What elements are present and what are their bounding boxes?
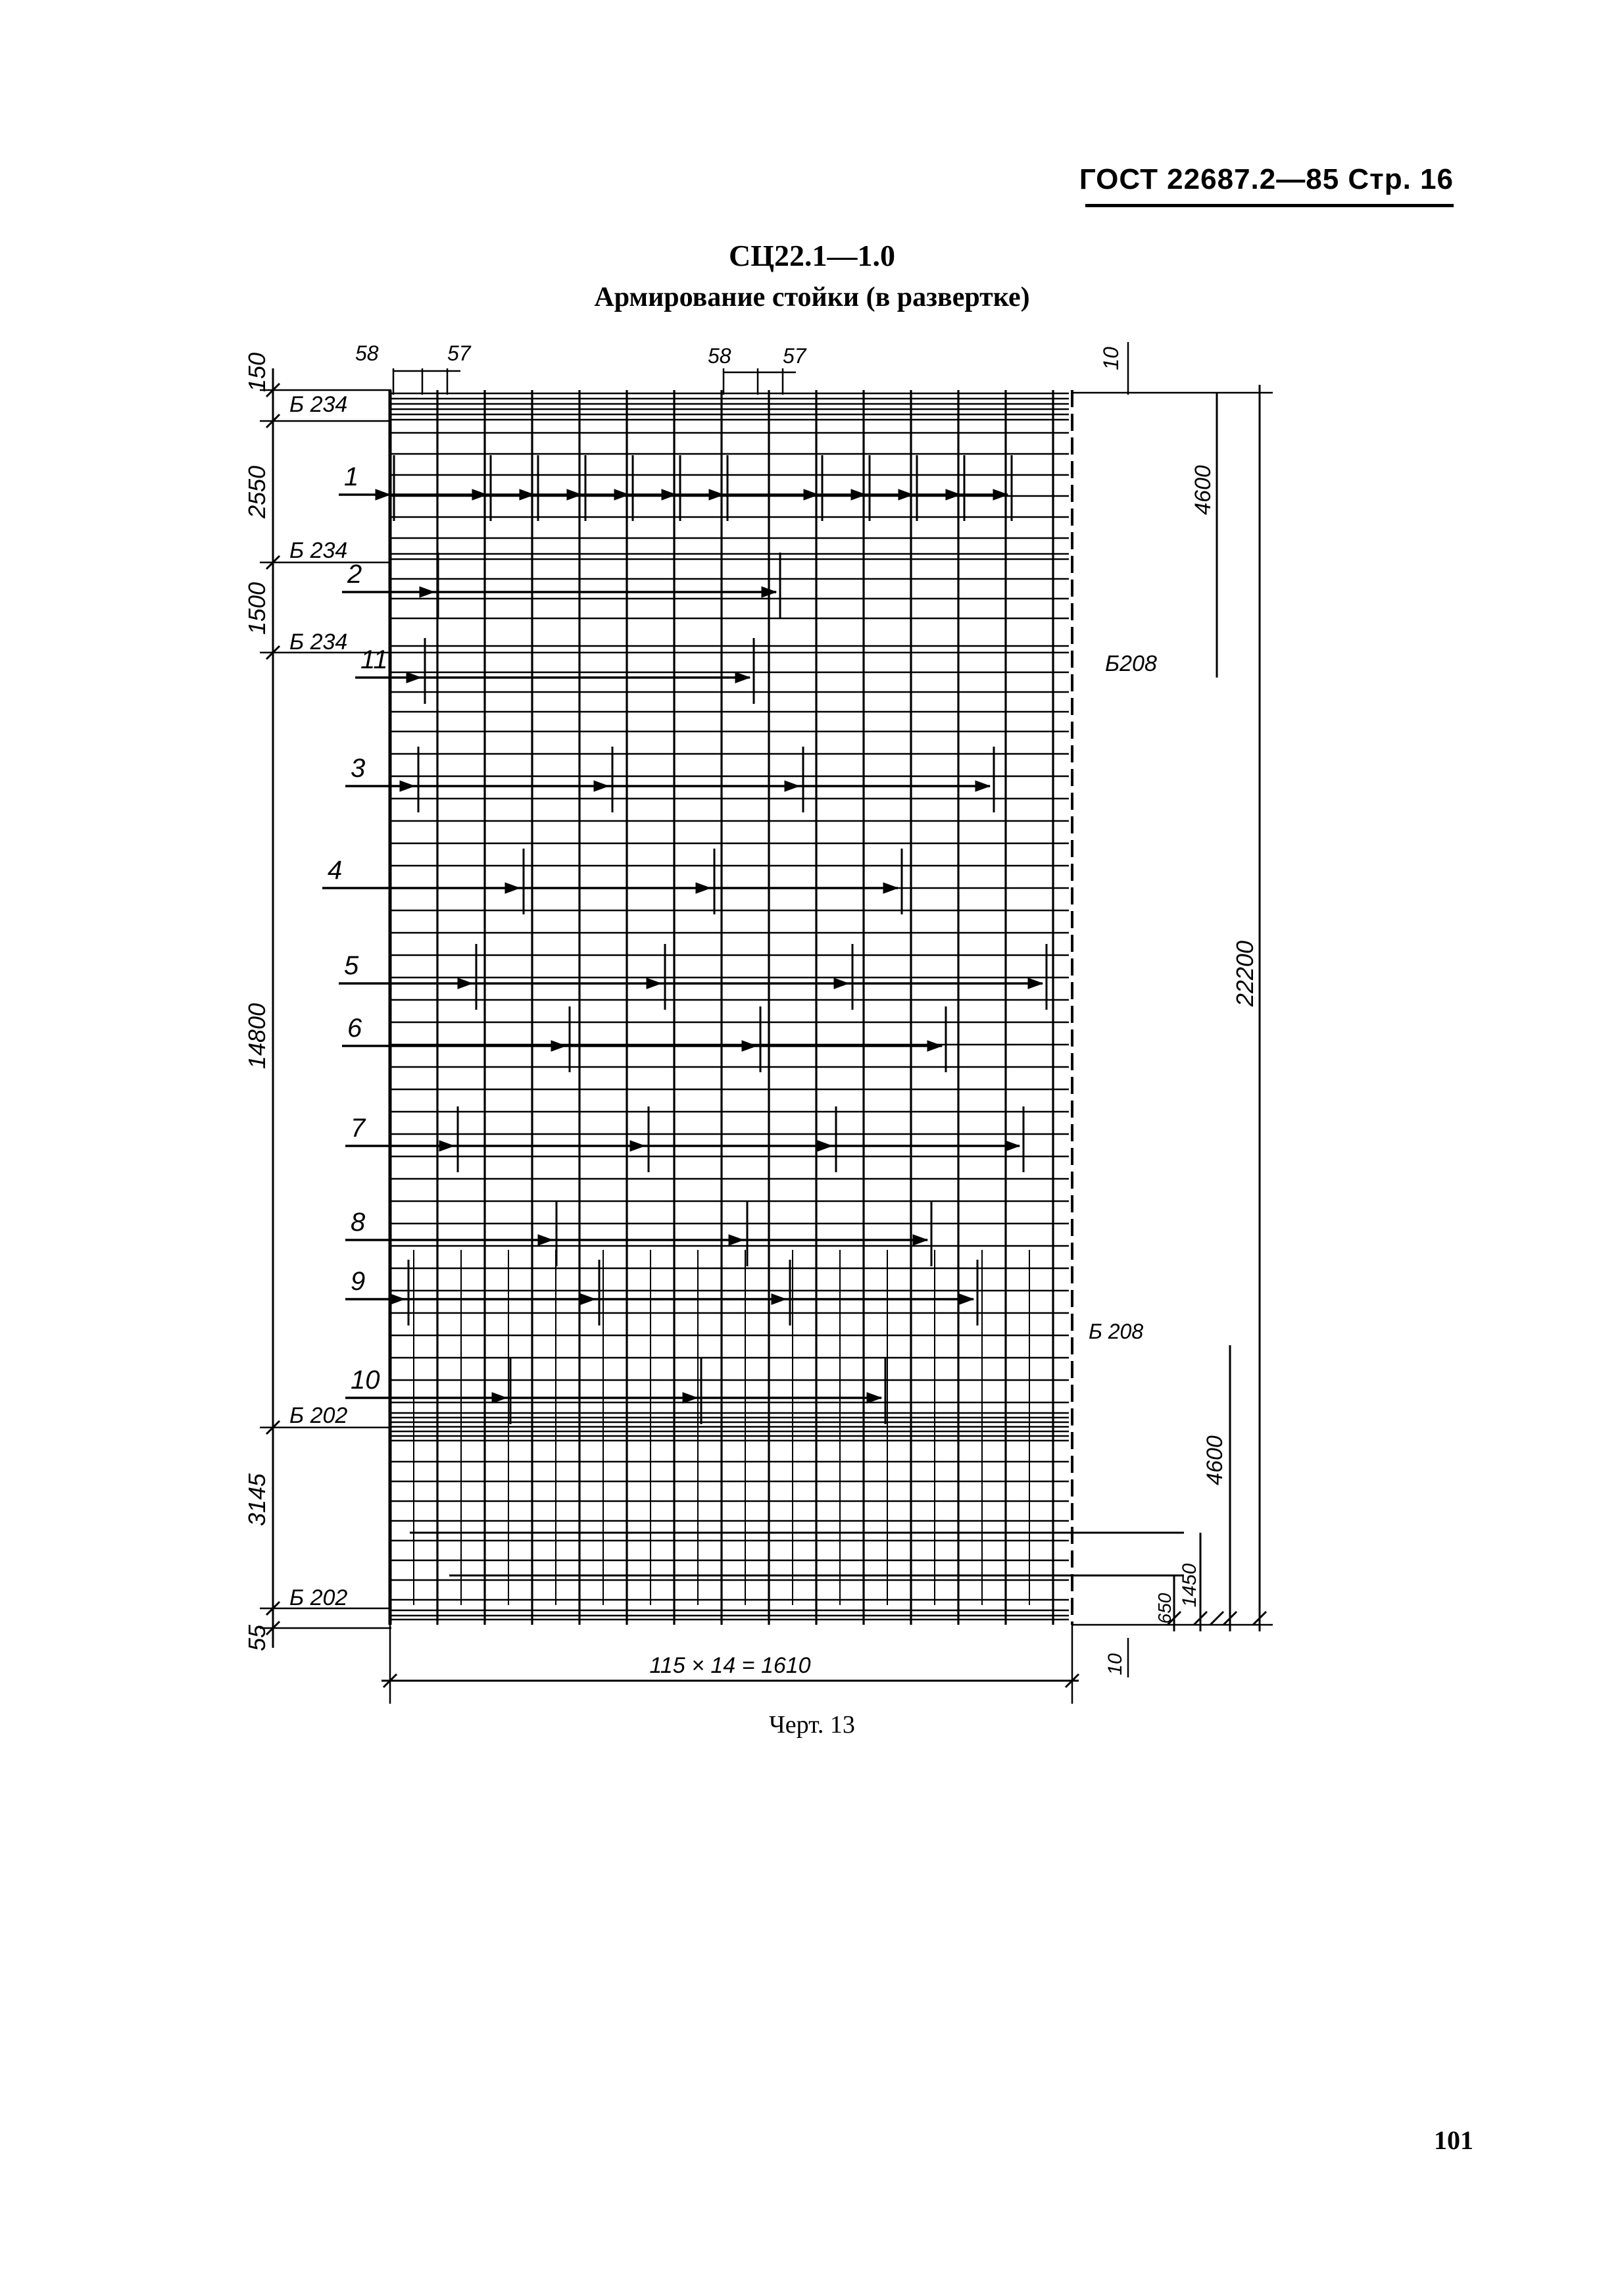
position-mark-5: 5 <box>344 951 359 980</box>
bar-label: Б 234 <box>289 630 348 655</box>
position-mark-8: 8 <box>351 1208 366 1237</box>
arrow-head <box>492 1393 506 1403</box>
position-mark-10: 10 <box>351 1366 380 1395</box>
header-text: ГОСТ 22687.2—85 Стр. 16 <box>1079 163 1454 195</box>
dimension-tick <box>1210 1612 1223 1625</box>
arrow-head <box>729 1235 743 1245</box>
position-mark-9: 9 <box>351 1267 366 1296</box>
arrow-head <box>439 1141 454 1151</box>
position-mark-4: 4 <box>328 856 343 885</box>
arrow-head <box>630 1141 645 1151</box>
arrow-head <box>785 781 799 791</box>
arrow-head <box>581 1294 595 1304</box>
position-mark-2: 2 <box>347 560 362 589</box>
arrow-head <box>927 1041 942 1051</box>
arrow-head <box>538 1235 553 1245</box>
right-dimension-value: 4600 <box>1191 465 1216 515</box>
left-dimension-value: 1500 <box>243 582 270 635</box>
top-spacing-value: 57 <box>783 344 806 368</box>
arrow-head <box>400 781 414 791</box>
top-spacing-value: 58 <box>355 341 379 365</box>
arrow-head <box>1005 1141 1020 1151</box>
left-dimension-value: 2550 <box>243 465 270 519</box>
right-dimension-value: 4600 <box>1202 1435 1227 1485</box>
arrow-head <box>1028 978 1043 989</box>
right-dimension-value: 1450 <box>1179 1563 1200 1608</box>
arrow-head <box>975 781 990 791</box>
reinforcement-grid <box>390 390 1184 1625</box>
drawing-subtitle: Армирование стойки (в развертке) <box>594 282 1030 312</box>
position-mark-1: 1 <box>344 462 359 491</box>
arrow-head <box>505 883 520 893</box>
arrow-head <box>735 672 750 683</box>
arrow-head <box>834 978 849 989</box>
arrow-head <box>390 1294 405 1304</box>
drawing-labels <box>243 341 1258 1678</box>
arrow-head <box>683 1393 697 1403</box>
arrow-head <box>376 489 390 500</box>
arrow-head <box>913 1235 927 1245</box>
bar-label: Б 234 <box>289 392 348 417</box>
bar-label: Б 208 <box>1089 1320 1144 1343</box>
arrow-head <box>742 1041 756 1051</box>
position-arrows <box>322 455 1046 1424</box>
position-mark-7: 7 <box>351 1114 366 1143</box>
left-dimension-value: 3145 <box>243 1473 270 1527</box>
page-number: 101 <box>1434 2125 1473 2155</box>
arrow-head <box>420 587 434 597</box>
arrow-head <box>959 1294 973 1304</box>
arrow-head <box>883 883 898 893</box>
arrow-head <box>594 781 608 791</box>
arrow-head <box>551 1041 566 1051</box>
right-dimension-value: 22200 <box>1231 940 1258 1007</box>
arrow-head <box>647 978 661 989</box>
bar-label: Б208 <box>1105 651 1157 676</box>
right-dimension-value: 650 <box>1154 1593 1175 1624</box>
left-dimension-value: 55 <box>243 1624 270 1652</box>
left-dimension-value: 150 <box>243 352 270 393</box>
bar-label: Б 202 <box>289 1403 348 1428</box>
position-mark-11: 11 <box>360 645 388 674</box>
left-dimension-value: 14800 <box>243 1003 270 1070</box>
drawing-title: СЦ22.1—1.0 <box>729 239 895 272</box>
figure-caption: Черт. 13 <box>769 1711 855 1739</box>
top-spacing-value: 57 <box>447 341 471 365</box>
position-mark-6: 6 <box>347 1014 362 1043</box>
top-spacing-value: 58 <box>708 344 731 368</box>
arrow-head <box>867 1393 881 1403</box>
arrow-head <box>406 672 421 683</box>
bottom-dimension-value: 115 × 14 = 1610 <box>649 1653 811 1678</box>
position-mark-3: 3 <box>351 754 366 783</box>
arrow-head <box>696 883 710 893</box>
bottom-dimension-10-value: 10 <box>1104 1653 1126 1675</box>
arrow-head <box>458 978 472 989</box>
side-dimension-value: 10 <box>1099 347 1123 370</box>
arrow-head <box>818 1141 832 1151</box>
bar-label: Б 234 <box>289 538 348 563</box>
bar-label: Б 202 <box>289 1585 348 1610</box>
arrow-head <box>772 1294 786 1304</box>
